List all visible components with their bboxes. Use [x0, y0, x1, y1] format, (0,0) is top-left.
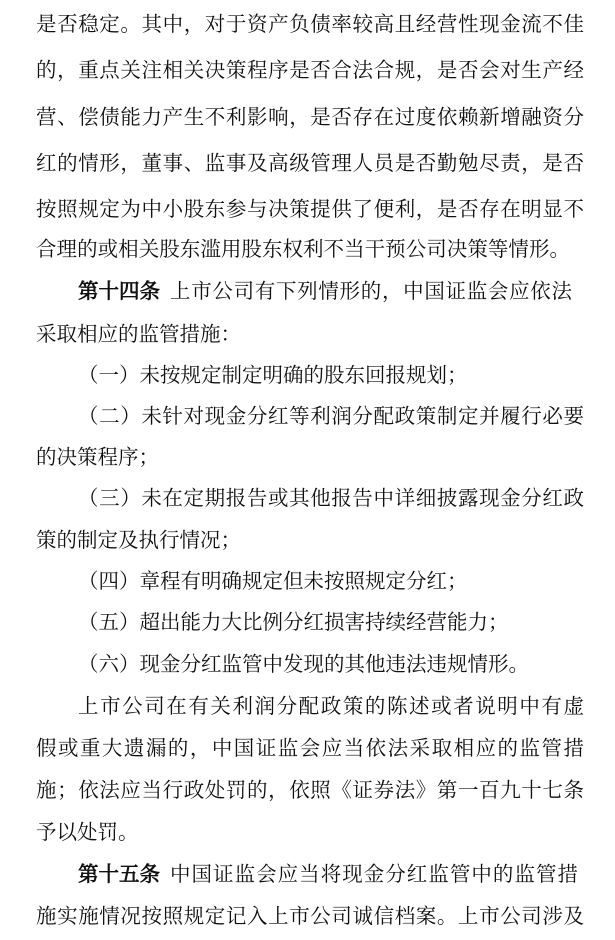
list-item: （六）现金分红监管中发现的其他违法违规情形。 — [78, 652, 529, 676]
article-14-heading: 第十四条 — [78, 279, 160, 303]
text-line: 是否稳定。其中，对于资产负债率较高且经营性现金流不佳 — [36, 12, 584, 36]
list-item: （一）未按规定制定明确的股东回报规划； — [78, 363, 468, 387]
article-14-line: 第十四条 上市公司有下列情形的，中国证监会应依法 — [78, 279, 572, 303]
text-line: 营、偿债能力产生不利影响，是否存在过度依赖新增融资分 — [36, 105, 584, 129]
text-line: 的决策程序； — [36, 445, 159, 469]
list-item: （三）未在定期报告或其他报告中详细披露现金分红政 — [78, 486, 584, 510]
text-line: 红的情形，董事、监事及高级管理人员是否勤勉尽责，是否 — [36, 151, 584, 175]
text-line: 施实施情况按照规定记入上市公司诚信档案。上市公司涉及 — [36, 904, 584, 928]
text-line: 施；依法应当行政处罚的，依照《证券法》第一百九十七条 — [36, 778, 584, 802]
text-line: 予以处罚。 — [36, 820, 139, 844]
list-item: （二）未针对现金分红等利润分配政策制定并履行必要 — [78, 404, 584, 428]
article-15-heading: 第十五条 — [78, 862, 160, 886]
text-line: 合理的或相关股东滥用股东权利不当干预公司决策等情形。 — [36, 237, 570, 261]
list-item: （四）章程有明确规定但未按照规定分红； — [78, 569, 468, 593]
text-line: 策的制定及执行情况； — [36, 528, 241, 552]
article-15-line: 第十五条 中国证监会应当将现金分红监管中的监管措 — [78, 862, 578, 886]
text-line: 的，重点关注相关决策程序是否合法合规，是否会对生产经 — [36, 58, 584, 82]
text-line: 假或重大遗漏的，中国证监会应当依法采取相应的监管措 — [36, 736, 584, 760]
text-line: 采取相应的监管措施： — [36, 322, 241, 346]
list-item: （五）超出能力大比例分红损害持续经营能力； — [78, 610, 509, 634]
text-line: 按照规定为中小股东参与决策提供了便利，是否存在明显不 — [36, 197, 584, 221]
text-line: 上市公司在有关利润分配政策的陈述或者说明中有虚 — [78, 694, 584, 718]
